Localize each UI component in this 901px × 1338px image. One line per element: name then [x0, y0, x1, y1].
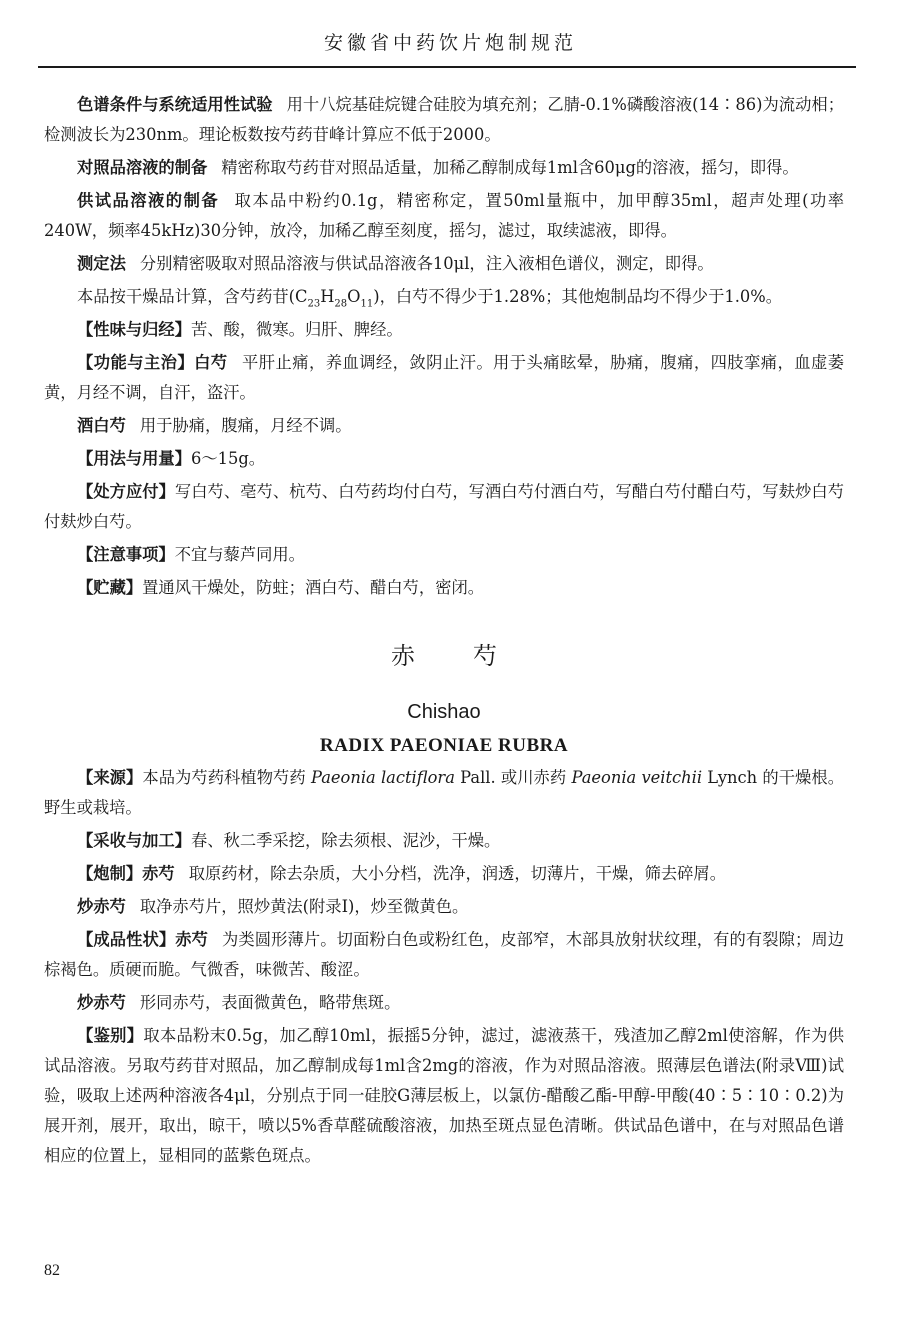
- section-text: 不宜与藜芦同用。: [174, 545, 305, 564]
- paragraph-identification: [44, 1021, 844, 1171]
- species-name: Paeonia lactiflora: [310, 768, 455, 787]
- section-text: Lynch 的干燥根。野生或栽培。: [44, 768, 844, 817]
- species-name: Paeonia veitchii: [571, 768, 703, 787]
- section-label: 【来源】: [77, 768, 143, 787]
- formula-sub: 23: [307, 298, 321, 310]
- paragraph-characteristics: [44, 925, 844, 985]
- section-label: 供试品溶液的制备: [77, 191, 220, 210]
- section-text: 春、秋二季采挖，除去须根、泥沙，干燥。: [190, 831, 501, 850]
- paragraph-content-limit: [44, 282, 844, 312]
- paragraph-function: [44, 348, 844, 408]
- section-text: 取原药材，除去杂质，大小分档，洗净，润透，切薄片，干燥，筛去碎屑。: [188, 864, 726, 883]
- paragraph-assay: [44, 249, 844, 279]
- section-label: 测定法: [77, 254, 126, 273]
- paragraph-prescription: [44, 477, 844, 537]
- section-text: 置通风干燥处，防蛀；酒白芍、醋白芍，密闭。: [142, 578, 485, 597]
- section-text: 写白芍、亳芍、杭芍、白芍药均付白芍，写酒白芍付酒白芍，写醋白芍付醋白芍，写麸炒白芍付麸炒白芍。: [44, 482, 844, 531]
- section-label: 【鉴别】: [77, 1026, 144, 1045]
- section-label: 炒赤芍: [77, 897, 126, 916]
- section-label: 色谱条件与系统适用性试验: [77, 95, 273, 114]
- monograph-title: 赤芍: [391, 642, 555, 670]
- section-text: 用十八烷基硅烷键合硅胶为填充剂；乙腈-0.1%磷酸溶液(14∶86)为流动相；检测波长为230nm。理论板数按芍药苷峰计算应不低于2000。: [44, 95, 844, 144]
- paragraph-wine-baishao: [44, 411, 844, 441]
- section-text: 取净赤芍片，照炒黄法(附录Ⅰ)，炒至微黄色。: [139, 897, 469, 916]
- section-text: Pall. 或川赤药: [454, 768, 572, 787]
- section-label: 【功能与主治】白芍: [77, 353, 228, 372]
- formula-element: O: [347, 287, 361, 306]
- paragraph-harvest: [44, 826, 844, 856]
- limit-text: 本品按干燥品计算，含芍药苷(C: [77, 287, 308, 306]
- monograph-pinyin: Chishao: [407, 701, 481, 723]
- section-text: 用于胁痛，腹痛，月经不调。: [139, 416, 352, 435]
- section-text: 形同赤芍，表面微黄色，略带焦斑。: [139, 993, 401, 1012]
- section-label: 【用法与用量】: [77, 449, 191, 468]
- running-header: 安徽省中药饮片炮制规范: [323, 32, 577, 54]
- section-label: 【性味与归经】: [77, 320, 191, 339]
- paragraph-dosage: [44, 444, 844, 474]
- section-text: 取本品中粉约0.1g，精密称定，置50ml量瓶中，加甲醇35ml，超声处理(功率240W，频率45kHz)30分钟，放冷，加稀乙醇至刻度，摇匀，滤过，取续滤液，即得。: [44, 191, 844, 240]
- paragraph-test-solution: [44, 186, 844, 246]
- paragraph-chromatography: [44, 90, 844, 150]
- section-label: 炒赤芍: [77, 993, 126, 1012]
- limit-text: )，白芍不得少于1.28%；其他炮制品均不得少于1.0%。: [373, 287, 783, 306]
- section-label: 对照品溶液的制备: [77, 158, 208, 177]
- paragraph-reference-solution: [44, 153, 844, 183]
- paragraph-nature: [44, 315, 844, 345]
- formula-sub: 11: [360, 298, 374, 310]
- section-text: 取本品粉末0.5g，加乙醇10ml，振摇5分钟，滤过，滤液蒸干，残渣加乙醇2ml使溶解，作为供试品溶液。另取芍药苷对照品，加乙醇制成每1ml含2mg的溶液，作为对照品溶液。照薄层色谱法(附录Ⅷ)试验，吸取上述两种溶液各4μl，分别点于同一硅胶G薄层板上，以氯仿-醋酸乙酯-甲醇-甲酸(40∶5∶10∶0.2)为展开剂，展开，取出，晾干，喷以5%香草醛硫酸溶液，加热至斑点显色清晰。供试品色谱中，在与对照品色谱相应的位置上，显相同的蓝紫色斑点。: [44, 1026, 844, 1165]
- page-body: [44, 90, 844, 1174]
- page-number: 82: [44, 1262, 60, 1279]
- paragraph-fried: [44, 892, 844, 922]
- section-text: 为类圆形薄片。切面粉白色或粉红色，皮部窄，木部具放射状纹理，有的有裂隙；周边棕褐色。质硬而脆。气微香，味微苦、酸涩。: [44, 930, 844, 979]
- header-rule: [38, 66, 856, 68]
- section-text: 6～15g。: [190, 449, 266, 468]
- section-label: 酒白芍: [77, 416, 126, 435]
- section-text: 分别精密吸取对照品溶液与供试品溶液各10μl，注入液相色谱仪，测定，即得。: [139, 254, 714, 273]
- section-label: 【采收与加工】: [77, 831, 191, 850]
- paragraph-source: [44, 763, 844, 823]
- section-text: 苦、酸，微寒。归肝、脾经。: [190, 320, 403, 339]
- section-text: 本品为芍药科植物芍药: [142, 768, 311, 787]
- paragraph-storage: [44, 573, 844, 603]
- formula-element: H: [320, 287, 335, 306]
- section-text: 精密称取芍药苷对照品适量，加稀乙醇制成每1ml含60μg的溶液，摇匀，即得。: [221, 158, 799, 177]
- section-label: 【处方应付】: [77, 482, 175, 501]
- section-label: 【炮制】赤芍: [77, 864, 175, 883]
- paragraph-fried-characteristics: [44, 988, 844, 1018]
- section-text: 平肝止痛，养血调经，敛阴止汗。用于头痛眩晕，胁痛，腹痛，四肢挛痛，血虚萎黄，月经不调，自汗，盗汗。: [44, 353, 844, 402]
- section-label: 【成品性状】赤芍: [77, 930, 208, 949]
- paragraph-caution: [44, 540, 844, 570]
- section-label: 【贮藏】: [77, 578, 143, 597]
- section-label: 【注意事项】: [77, 545, 175, 564]
- paragraph-processing: [44, 859, 844, 889]
- monograph-latin-name: RADIX PAEONIAE RUBRA: [319, 735, 569, 756]
- formula-sub: 28: [334, 298, 348, 310]
